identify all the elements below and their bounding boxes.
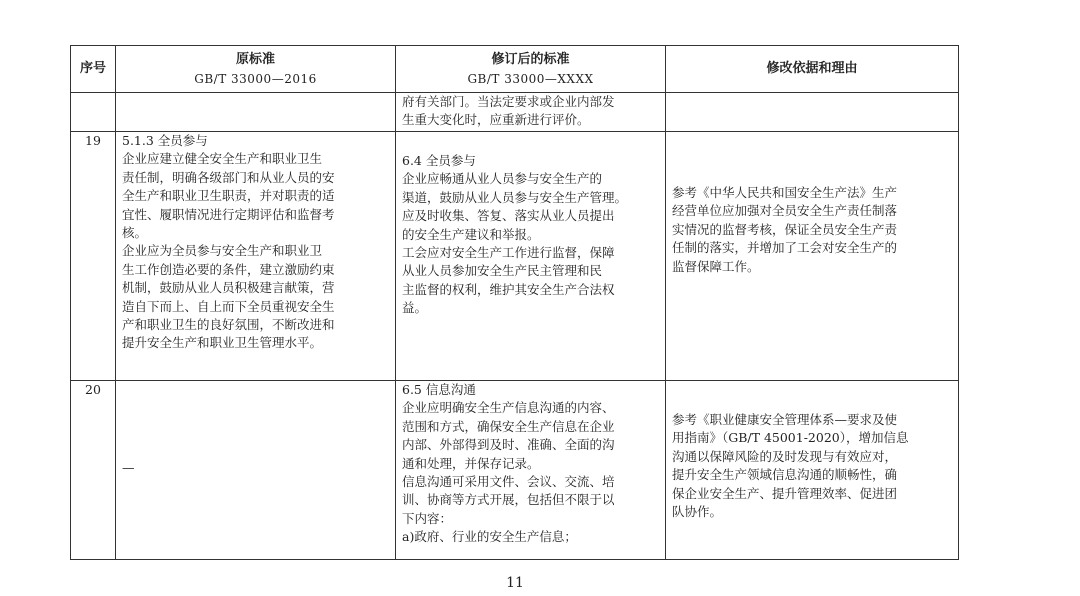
header-reason bbox=[666, 46, 959, 93]
cell-revised bbox=[396, 381, 666, 560]
text-line: 5.1.3 全员参与 bbox=[122, 133, 208, 148]
text-line: 提升安全生产领域信息沟通的顺畅性，确 bbox=[672, 467, 898, 483]
text-line: 主监督的权利，维护其安全生产合法权 bbox=[402, 281, 615, 297]
cell-reason bbox=[666, 381, 959, 560]
text-line: 通和处理，并保存记录。 bbox=[402, 455, 540, 471]
text-line: 工会应对安全生产工作进行监督，保障 bbox=[402, 245, 615, 261]
text-line: 信息沟通可采用文件、会议、交流、培 bbox=[402, 474, 615, 490]
header-row bbox=[71, 46, 959, 93]
text-line: 6.5 信息沟通 bbox=[402, 382, 476, 397]
text-line: 沟通以保障风险的及时发现与有效应对， bbox=[672, 448, 898, 464]
text-line: 核。 bbox=[122, 225, 148, 241]
text-line: 提升安全生产和职业卫生管理水平。 bbox=[122, 335, 323, 351]
text-line: 企业应明确安全生产信息沟通的内容、 bbox=[402, 400, 615, 416]
text-line: 参考《职业健康安全管理体系—要求及使 bbox=[672, 412, 898, 427]
text-line: 保企业安全生产、提升管理效率、促进团 bbox=[672, 485, 898, 501]
cell-original bbox=[116, 381, 396, 560]
page-number: 11 bbox=[506, 575, 524, 591]
header-reason-label: 修改依据和理由 bbox=[766, 61, 858, 76]
text-line: 队协作。 bbox=[672, 504, 723, 520]
cell-reason bbox=[666, 132, 959, 381]
text-line: 机制，鼓励从业人员积极建言献策，营 bbox=[122, 280, 335, 296]
header-original-title: 原标准 bbox=[235, 52, 275, 67]
text-line: 应及时收集、答复、落实从业人员提出 bbox=[402, 208, 615, 224]
table-row-continuation bbox=[71, 93, 959, 132]
header-original bbox=[116, 46, 396, 93]
text-line: 从业人员参加安全生产民主管理和民 bbox=[402, 263, 603, 279]
text-line: 参考《中华人民共和国安全生产法》生产 bbox=[672, 185, 898, 200]
cell-original bbox=[116, 132, 396, 381]
text-line: a)政府、行业的安全生产信息； bbox=[402, 529, 577, 545]
cell-num bbox=[71, 93, 116, 132]
header-revised-code: GB/T 33000—XXXX bbox=[467, 72, 594, 86]
text-line: 内部、外部得到及时、准确、全面的沟 bbox=[402, 437, 615, 453]
table-row-20 bbox=[71, 381, 959, 560]
text-line: 用指南》（GB/T 45001-2020），增加信息 bbox=[672, 430, 909, 446]
text-line: 训、协商等方式开展，包括但不限于以 bbox=[402, 492, 615, 508]
empty-dash: — bbox=[122, 460, 135, 475]
text-line: 宜性、履职情况进行定期评估和监督考 bbox=[122, 206, 335, 222]
table-row-19 bbox=[71, 132, 959, 381]
cell-num: 19 bbox=[71, 132, 116, 381]
text-line: 责任制，明确各级部门和从业人员的安 bbox=[122, 169, 335, 185]
header-revised-title: 修订后的标准 bbox=[491, 52, 570, 67]
text-line: 益。 bbox=[402, 300, 428, 316]
text-line: 下内容： bbox=[402, 510, 453, 526]
text-line: 的安全生产建议和举报。 bbox=[402, 226, 540, 242]
comparison-table bbox=[70, 45, 959, 560]
text-line: 范围和方式，确保安全生产信息在企业 bbox=[402, 418, 615, 434]
header-original-code: GB/T 33000—2016 bbox=[194, 72, 317, 86]
text-line: 实情况的监督考核，保证全员安全生产责 bbox=[672, 221, 898, 237]
text-line: 造自下而上、自上而下全员重视安全生 bbox=[122, 298, 335, 314]
text-line: 产和职业卫生的良好氛围，不断改进和 bbox=[122, 317, 335, 333]
header-revised bbox=[396, 46, 666, 93]
text-line: 经营单位应加强对全员安全生产责任制落 bbox=[672, 203, 898, 219]
text-line: 府有关部门。当法定要求或企业内部发 bbox=[402, 94, 615, 109]
text-line: 6.4 全员参与 bbox=[402, 153, 476, 168]
header-num-label: 序号 bbox=[79, 61, 106, 76]
text-line: 任制的落实，并增加了工会对安全生产的 bbox=[672, 240, 898, 256]
text-line: 生重大变化时，应重新进行评价。 bbox=[402, 112, 590, 128]
text-line: 企业应建立健全安全生产和职业卫生 bbox=[122, 151, 323, 167]
cell-original bbox=[116, 93, 396, 132]
cell-revised bbox=[396, 93, 666, 132]
text-line: 渠道，鼓励从业人员参与安全生产管理。 bbox=[402, 189, 628, 205]
text-line: 企业应畅通从业人员参与安全生产的 bbox=[402, 171, 603, 187]
text-line: 生工作创造必要的条件，建立激励约束 bbox=[122, 261, 335, 277]
cell-reason bbox=[666, 93, 959, 132]
cell-revised bbox=[396, 132, 666, 381]
text-line: 企业应为全员参与安全生产和职业卫 bbox=[122, 243, 323, 259]
header-num bbox=[71, 46, 116, 93]
cell-num: 20 bbox=[71, 381, 116, 560]
text-line: 监督保障工作。 bbox=[672, 258, 760, 274]
text-line: 全生产和职业卫生职责，并对职责的适 bbox=[122, 188, 335, 204]
